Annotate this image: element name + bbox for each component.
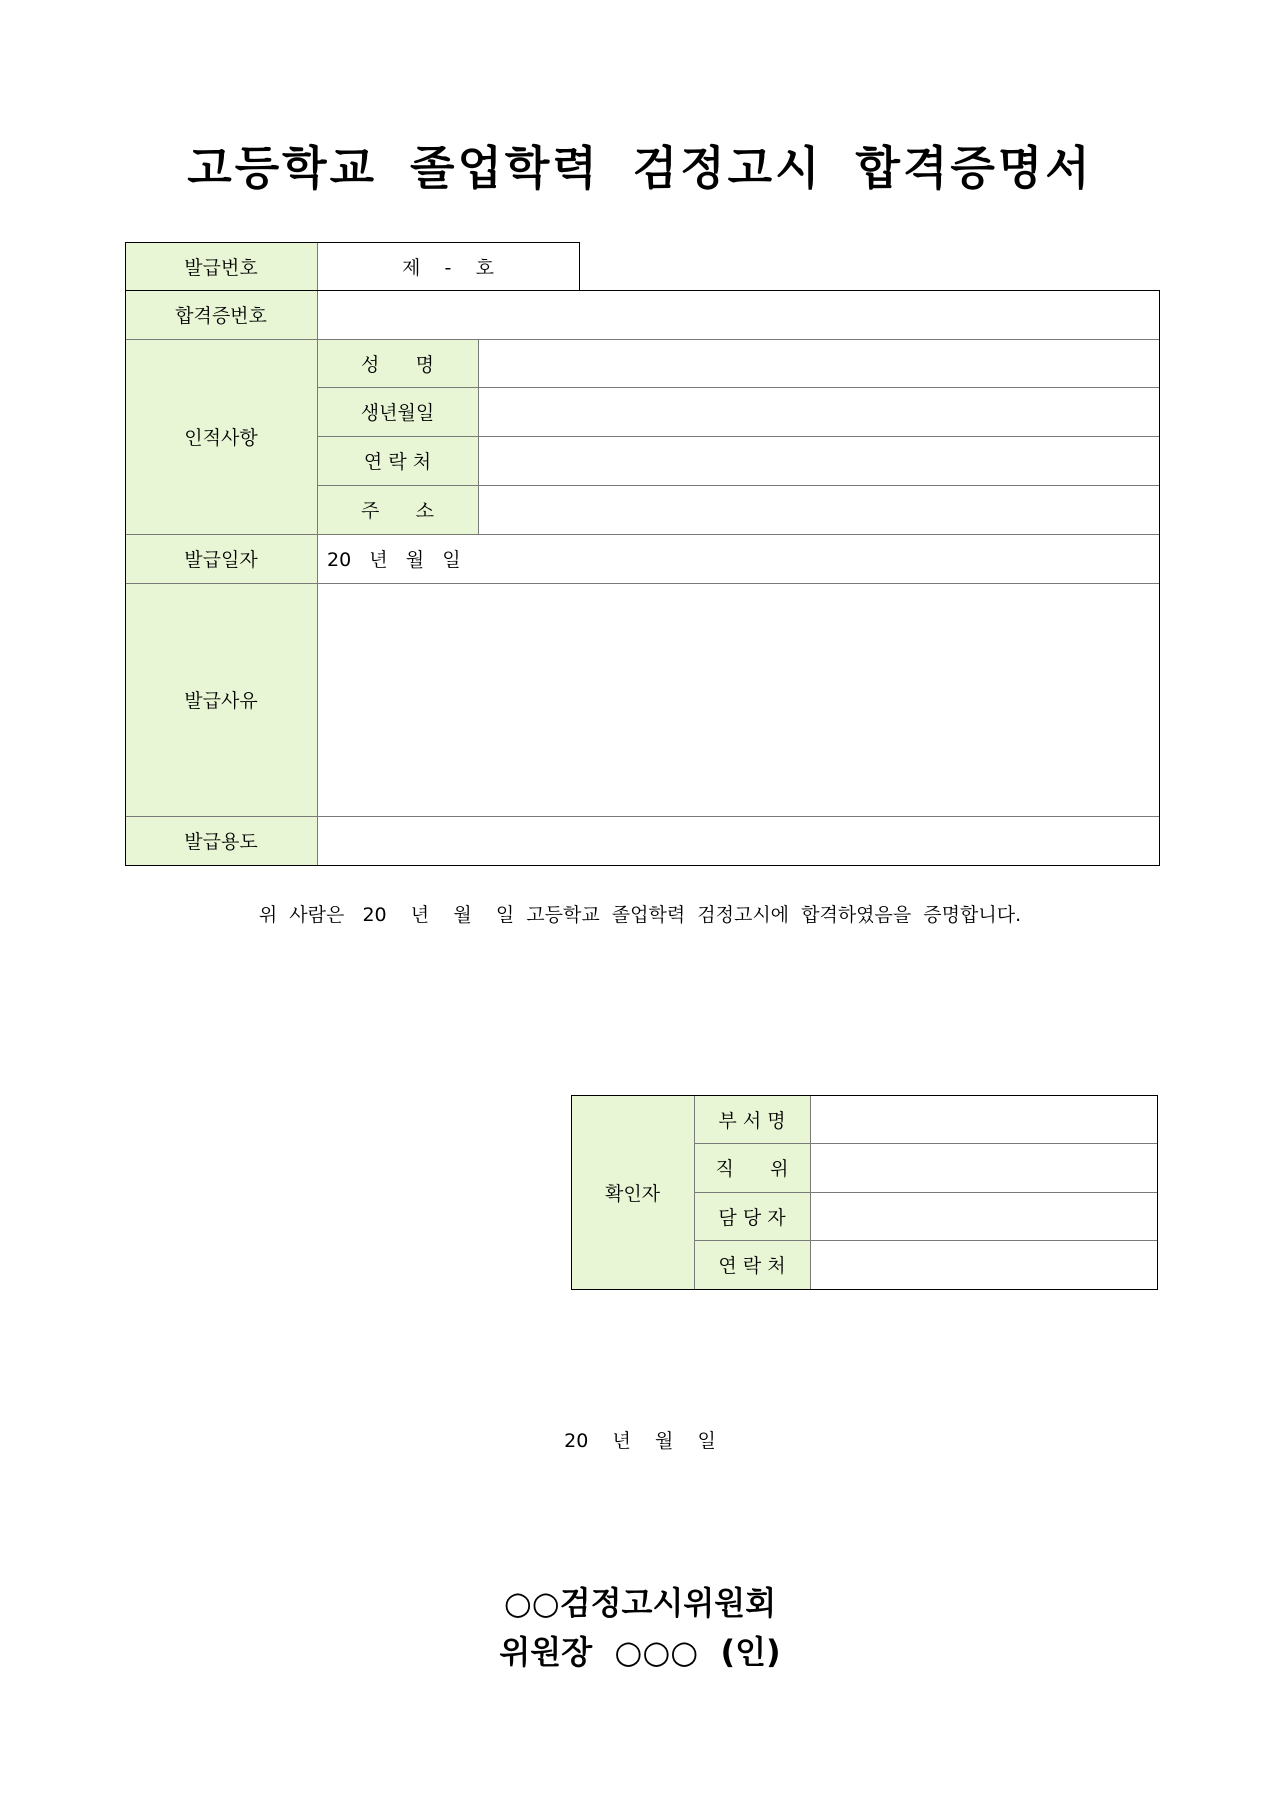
confirmer-contact-label: 연 락 처 bbox=[694, 1240, 810, 1289]
organization-name: ○○검정고시위원회 bbox=[503, 1584, 777, 1622]
certification-statement: 위 사람은 20 년 월 일 고등학교 졸업학력 검정고시에 합격하였음을 증명합니다. bbox=[258, 904, 1022, 926]
issue-date-value[interactable]: 20 년 월 일 bbox=[317, 534, 1159, 583]
chairman-signature: 위원장 ○○○ (인) bbox=[499, 1633, 781, 1671]
signature-date: 20 년 월 일 bbox=[564, 1430, 716, 1452]
contact-label: 연 락 처 bbox=[317, 436, 478, 485]
confirmer-label: 확인자 bbox=[571, 1095, 694, 1289]
issue-number-label: 발급번호 bbox=[125, 242, 317, 290]
cert-number-label: 합격증번호 bbox=[125, 290, 317, 339]
department-label: 부 서 명 bbox=[694, 1095, 810, 1143]
personal-info-label: 인적사항 bbox=[125, 339, 317, 534]
issue-purpose-label: 발급용도 bbox=[125, 816, 317, 865]
issue-number-value[interactable]: 제 - 호 bbox=[402, 256, 494, 279]
address-label: 주 소 bbox=[317, 485, 478, 534]
issue-reason-label: 발급사유 bbox=[125, 583, 317, 816]
birthdate-label: 생년월일 bbox=[317, 387, 478, 436]
page-title: 고등학교 졸업학력 검정고시 합격증명서 bbox=[187, 141, 1093, 195]
position-label: 직 위 bbox=[694, 1143, 810, 1192]
name-label: 성 명 bbox=[317, 339, 478, 387]
issue-date-label: 발급일자 bbox=[125, 534, 317, 583]
person-in-charge-label: 담 당 자 bbox=[694, 1192, 810, 1240]
